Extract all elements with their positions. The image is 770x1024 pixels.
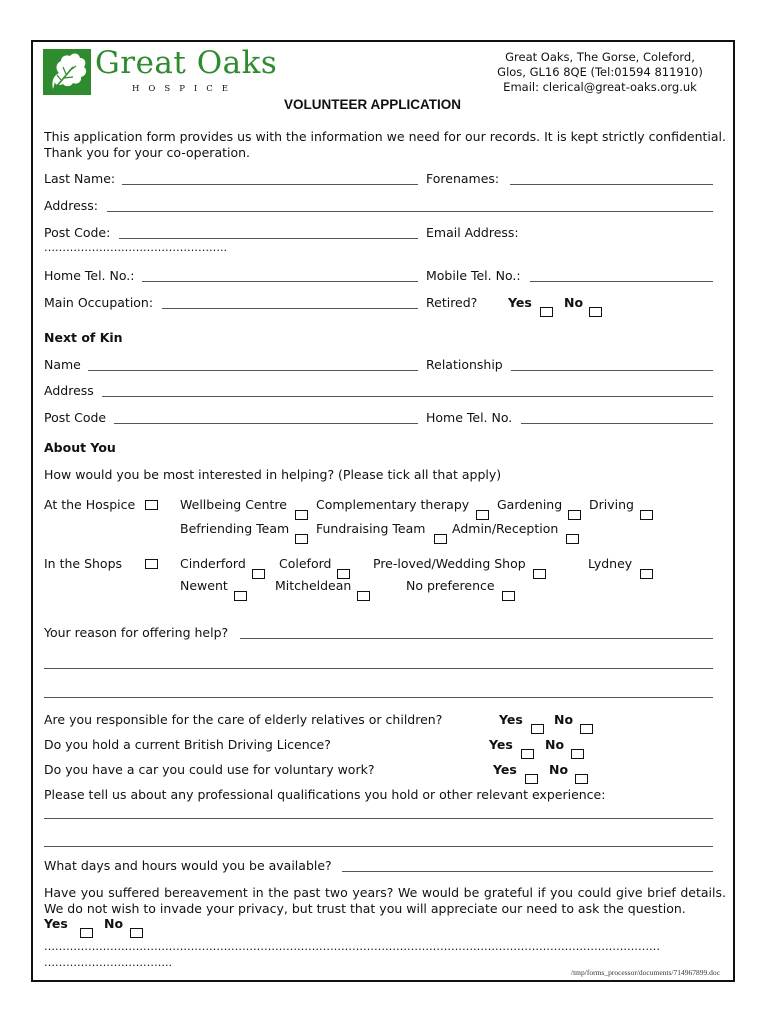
qualifications-field-line-2[interactable] (44, 846, 713, 847)
complementary-therapy-checkbox[interactable] (476, 510, 489, 520)
fundraising-team-checkbox[interactable] (434, 534, 447, 544)
logo-subtitle: HOSPICE (132, 84, 237, 94)
reason-field[interactable] (240, 638, 713, 639)
post-code-label: Post Code: (44, 225, 111, 240)
retired-label: Retired? (426, 295, 478, 310)
kin-post-code-label: Post Code (44, 410, 107, 425)
car-yes-label: Yes (493, 762, 517, 777)
option-cinderford: Cinderford (180, 556, 246, 571)
availability-question: What days and hours would you be available? (44, 858, 332, 873)
intro-text: This application form provides us with the information we need for our records. It is kept strictly confidential. Thank you for your co-operation. (44, 129, 726, 160)
hospice-label: At the Hospice (44, 497, 136, 512)
kin-home-tel-field[interactable] (521, 423, 713, 424)
bereavement-no-label: No (104, 916, 124, 931)
reason-label: Your reason for offering help? (44, 625, 229, 640)
option-no-preference: No preference (406, 578, 495, 593)
forenames-field[interactable] (510, 184, 713, 185)
option-coleford: Coleford (279, 556, 332, 571)
post-code-field[interactable] (119, 238, 418, 239)
about-you-heading: About You (44, 440, 116, 455)
forenames-label: Forenames: (426, 171, 500, 186)
home-tel-label: Home Tel. No.: (44, 268, 135, 283)
bereavement-yes-checkbox[interactable] (80, 928, 93, 938)
qualifications-field-line-1[interactable] (44, 818, 713, 819)
befriending-team-checkbox[interactable] (295, 534, 308, 544)
last-name-label: Last Name: (44, 171, 116, 186)
car-no-label: No (549, 762, 569, 777)
next-of-kin-heading: Next of Kin (44, 330, 123, 345)
licence-question: Do you hold a current British Driving Licence? (44, 737, 331, 752)
care-yes-checkbox[interactable] (531, 724, 544, 734)
licence-no-checkbox[interactable] (571, 749, 584, 759)
shops-label: In the Shops (44, 556, 123, 571)
retired-yes-checkbox[interactable] (540, 307, 553, 317)
occupation-label: Main Occupation: (44, 295, 154, 310)
option-wellbeing-centre: Wellbeing Centre (180, 497, 287, 512)
cinderford-checkbox[interactable] (252, 569, 265, 579)
retired-no-checkbox[interactable] (589, 307, 602, 317)
admin-reception-checkbox[interactable] (566, 534, 579, 544)
preloved-wedding-shop-checkbox[interactable] (533, 569, 546, 579)
option-preloved-wedding-shop: Pre-loved/Wedding Shop (373, 556, 526, 571)
option-lydney: Lydney (588, 556, 633, 571)
car-no-checkbox[interactable] (575, 774, 588, 784)
lydney-checkbox[interactable] (640, 569, 653, 579)
helping-question: How would you be most interested in helping? (Please tick all that apply) (44, 467, 502, 482)
kin-home-tel-label: Home Tel. No. (426, 410, 513, 425)
driving-checkbox[interactable] (640, 510, 653, 520)
car-question: Do you have a car you could use for voluntary work? (44, 762, 375, 777)
availability-field[interactable] (342, 871, 713, 872)
mobile-tel-label: Mobile Tel. No.: (426, 268, 521, 283)
option-mitcheldean: Mitcheldean (275, 578, 352, 593)
kin-relationship-field[interactable] (511, 370, 713, 371)
option-newent: Newent (180, 578, 228, 593)
kin-name-field[interactable] (88, 370, 418, 371)
care-yes-label: Yes (499, 712, 523, 727)
shops-checkbox[interactable] (145, 559, 158, 569)
document-path-footer: /tmp/forms_processor/documents/714967899.doc (571, 968, 720, 977)
bereavement-details-field[interactable]: …………………………………………………………………………………………………………………………………………………… (44, 940, 660, 953)
address-field[interactable] (107, 211, 713, 212)
occupation-field[interactable] (162, 308, 418, 309)
licence-no-label: No (545, 737, 565, 752)
qualifications-question: Please tell us about any professional qualifications you hold or other relevant experience: (44, 787, 606, 802)
option-complementary-therapy: Complementary therapy (316, 497, 470, 512)
gardening-checkbox[interactable] (568, 510, 581, 520)
reason-field-line-2[interactable] (44, 668, 713, 669)
page-title: VOLUNTEER APPLICATION (284, 97, 462, 112)
option-befriending-team: Befriending Team (180, 521, 290, 536)
bereavement-details-field-line-2[interactable]: …………………………….. (44, 956, 172, 969)
bereavement-no-checkbox[interactable] (130, 928, 143, 938)
care-no-checkbox[interactable] (580, 724, 593, 734)
option-gardening: Gardening (497, 497, 563, 512)
reason-field-line-3[interactable] (44, 697, 713, 698)
mobile-tel-field[interactable] (530, 281, 713, 282)
email-field[interactable]: ………………………………………….. (44, 241, 227, 254)
retired-no-label: No (564, 295, 584, 310)
oak-leaf-logo-icon (43, 49, 91, 95)
kin-post-code-field[interactable] (114, 423, 418, 424)
kin-address-field[interactable] (102, 396, 713, 397)
licence-yes-checkbox[interactable] (521, 749, 534, 759)
retired-yes-label: Yes (508, 295, 532, 310)
bereavement-question: Have you suffered bereavement in the past two years? We would be grateful if you could give brief details. We do not wish to invade your privacy, but trust that you will appreciate our need to ask the question. (44, 885, 726, 916)
care-no-label: No (554, 712, 574, 727)
kin-name-label: Name (44, 357, 81, 372)
hospice-checkbox[interactable] (145, 500, 158, 510)
organisation-address: Great Oaks, The Gorse, Coleford, Glos, GL16 8QE (Tel:01594 811910) Email: clerical@great-oaks.org.uk (497, 50, 703, 94)
car-yes-checkbox[interactable] (525, 774, 538, 784)
bereavement-yes-label: Yes (44, 916, 68, 931)
kin-address-label: Address (44, 383, 94, 398)
home-tel-field[interactable] (142, 281, 418, 282)
kin-relationship-label: Relationship (426, 357, 503, 372)
address-label: Address: (44, 198, 98, 213)
mitcheldean-checkbox[interactable] (357, 591, 370, 601)
wellbeing-centre-checkbox[interactable] (295, 510, 308, 520)
no-preference-checkbox[interactable] (502, 591, 515, 601)
last-name-field[interactable] (122, 184, 418, 185)
option-driving: Driving (589, 497, 634, 512)
newent-checkbox[interactable] (234, 591, 247, 601)
option-admin-reception: Admin/Reception (452, 521, 559, 536)
email-label: Email Address: (426, 225, 519, 240)
option-fundraising-team: Fundraising Team (316, 521, 426, 536)
logo-name: Great Oaks (95, 45, 278, 81)
care-question: Are you responsible for the care of elderly relatives or children? (44, 712, 443, 727)
licence-yes-label: Yes (489, 737, 513, 752)
